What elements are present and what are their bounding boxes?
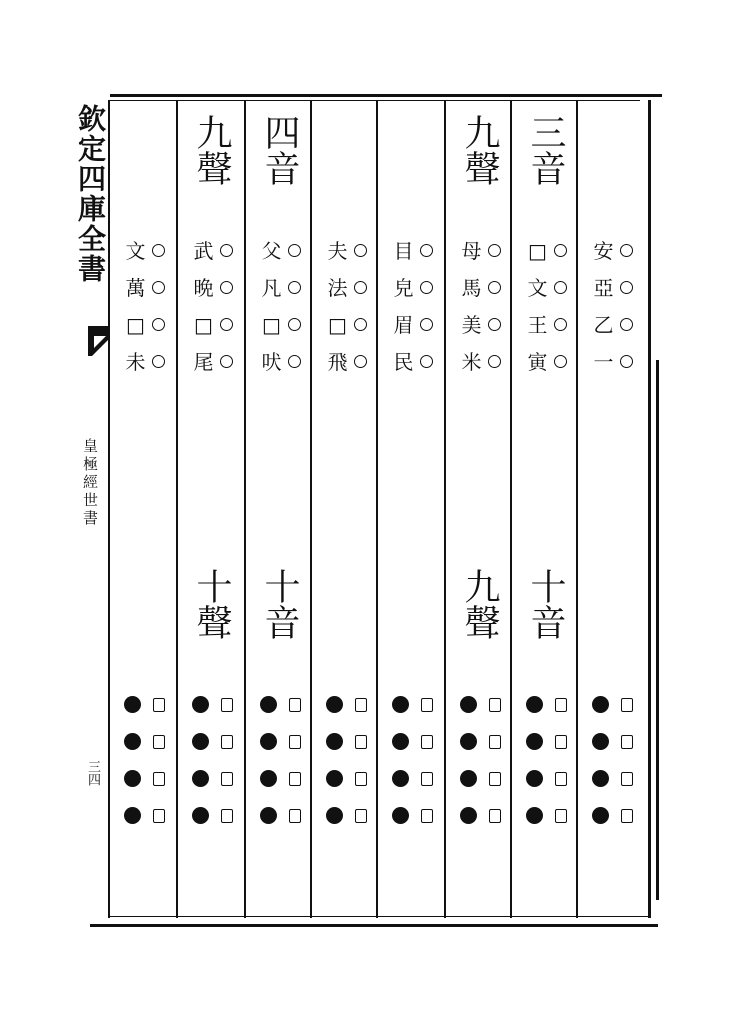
table-row [318,343,374,380]
table-row [384,269,440,306]
table-row [384,232,440,269]
empty-box-mark [489,735,501,749]
table-row [184,723,240,760]
open-circle-mark [488,281,501,294]
table-row [452,232,508,269]
open-circle-mark [620,318,633,331]
filled-circle-mark [592,733,609,750]
empty-box-mark [621,698,633,712]
right-border [648,100,651,918]
empty-box-mark [489,809,501,823]
open-circle-mark [554,318,567,331]
filled-circle-mark [326,696,343,713]
filled-circle-mark [124,733,141,750]
filled-circle-mark [392,770,409,787]
column-heading-bottom: 十音 [259,568,300,640]
table-row [452,686,508,723]
table-row [584,723,640,760]
filled-circle-mark [392,733,409,750]
open-circle-mark [554,244,567,257]
table-row [116,797,172,834]
table-row [116,269,172,306]
open-circle-mark [488,318,501,331]
empty-box-mark [153,772,165,786]
filled-circle-mark [260,770,277,787]
character-cell: 法 [327,275,348,300]
dot-list [518,686,574,834]
filled-circle-mark [592,807,609,824]
table-row [318,306,374,343]
character-cell: 凡 [261,275,282,300]
filled-circle-mark [192,696,209,713]
table-row [252,686,308,723]
character-cell: 一 [593,349,614,374]
table-row [184,269,240,306]
open-circle-mark [554,355,567,368]
table-row [584,343,640,380]
character-list [584,232,640,380]
open-circle-mark [152,281,165,294]
table-row [116,760,172,797]
table-row [252,797,308,834]
table-column [378,110,444,920]
empty-box-mark [153,809,165,823]
filled-circle-mark [124,696,141,713]
dot-list [384,686,440,834]
filled-circle-mark [460,807,477,824]
empty-box-mark [221,735,233,749]
character-cell: 文 [125,238,146,263]
dot-list [184,686,240,834]
table-row [452,723,508,760]
open-circle-mark [420,355,433,368]
table-row [116,343,172,380]
column-heading-top: 四音 [259,114,300,186]
empty-box-mark [621,809,633,823]
filled-circle-mark [192,807,209,824]
empty-box-mark [221,809,233,823]
empty-box-mark [355,809,367,823]
dot-list [452,686,508,834]
empty-box-mark [221,698,233,712]
character-cell: 尾 [193,349,214,374]
table-row [384,343,440,380]
table-row [452,797,508,834]
column-heading-bottom: 十音 [525,568,566,640]
character-cell: □ [126,312,145,337]
table-column [312,110,378,920]
open-circle-mark [488,355,501,368]
table-row [116,686,172,723]
table-row [452,760,508,797]
character-cell: □ [528,238,547,263]
table-row [518,686,574,723]
table-row [252,306,308,343]
open-circle-mark [354,281,367,294]
empty-box-mark [355,772,367,786]
table-row [252,760,308,797]
table-row [184,232,240,269]
column-heading-top: 三音 [525,114,566,186]
empty-box-mark [355,698,367,712]
character-cell: 安 [593,238,614,263]
character-cell: 乙 [593,312,614,337]
filled-circle-mark [326,770,343,787]
character-cell: 寅 [527,349,548,374]
table-row [252,343,308,380]
table-row [518,269,574,306]
right-border-outer [656,360,659,900]
fish-tail-mark [88,326,110,356]
open-circle-mark [620,244,633,257]
open-circle-mark [420,281,433,294]
table-row [318,269,374,306]
table-row [384,760,440,797]
spine-title: 欽定四庫全書 [74,104,107,284]
table-row [452,343,508,380]
character-cell: 米 [461,349,482,374]
table-row [584,306,640,343]
table-row [452,306,508,343]
open-circle-mark [220,355,233,368]
filled-circle-mark [392,696,409,713]
empty-box-mark [153,698,165,712]
table-row [518,797,574,834]
filled-circle-mark [526,733,543,750]
open-circle-mark [220,318,233,331]
character-cell: 吠 [261,349,282,374]
filled-circle-mark [326,733,343,750]
table-row [584,797,640,834]
bottom-border [90,924,658,927]
dot-list [584,686,640,834]
empty-box-mark [221,772,233,786]
filled-circle-mark [460,770,477,787]
empty-box-mark [355,735,367,749]
table-row [518,760,574,797]
filled-circle-mark [460,696,477,713]
empty-box-mark [555,735,567,749]
table-column [512,110,578,920]
filled-circle-mark [326,807,343,824]
table-row [318,723,374,760]
table-row [584,269,640,306]
filled-circle-mark [526,696,543,713]
table-row [318,760,374,797]
character-cell: 武 [193,238,214,263]
table-row [518,343,574,380]
table-column [246,110,312,920]
table-row [116,232,172,269]
table-row [518,306,574,343]
character-cell: 萬 [125,275,146,300]
filled-circle-mark [124,770,141,787]
table-row [384,797,440,834]
character-cell: 母 [461,238,482,263]
character-cell: 晩 [193,275,214,300]
filled-circle-mark [124,807,141,824]
character-cell: 父 [261,238,282,263]
table-row [252,269,308,306]
open-circle-mark [354,244,367,257]
character-list [452,232,508,380]
filled-circle-mark [260,696,277,713]
character-cell: 民 [393,349,414,374]
empty-box-mark [555,698,567,712]
table-row [116,306,172,343]
filled-circle-mark [192,733,209,750]
table-row [384,306,440,343]
spine-subtitle: 皇極經世書 [81,438,99,528]
character-cell: □ [194,312,213,337]
empty-box-mark [421,809,433,823]
empty-box-mark [555,772,567,786]
empty-box-mark [489,698,501,712]
table-row [252,232,308,269]
open-circle-mark [288,281,301,294]
open-circle-mark [288,355,301,368]
open-circle-mark [152,318,165,331]
open-circle-mark [620,281,633,294]
table-column [110,110,176,920]
character-cell: 未 [125,349,146,374]
table-row [184,797,240,834]
open-circle-mark [354,318,367,331]
empty-box-mark [153,735,165,749]
spine-page-number: 三四 [85,760,100,786]
table-row [384,686,440,723]
table-column [578,110,644,920]
filled-circle-mark [592,696,609,713]
character-cell: 夫 [327,238,348,263]
open-circle-mark [620,355,633,368]
table-row [116,723,172,760]
character-list [184,232,240,380]
filled-circle-mark [526,770,543,787]
open-circle-mark [554,281,567,294]
table-row [252,723,308,760]
open-circle-mark [288,318,301,331]
empty-box-mark [289,772,301,786]
character-cell: 馬 [461,275,482,300]
table-row [584,232,640,269]
table-row [318,797,374,834]
character-list [116,232,172,380]
character-cell: 目 [393,238,414,263]
filled-circle-mark [192,770,209,787]
filled-circle-mark [592,770,609,787]
character-cell: 美 [461,312,482,337]
empty-box-mark [421,698,433,712]
open-circle-mark [420,318,433,331]
filled-circle-mark [526,807,543,824]
column-heading-top: 九聲 [191,114,232,186]
empty-box-mark [489,772,501,786]
filled-circle-mark [392,807,409,824]
table-row [184,306,240,343]
character-list [252,232,308,380]
table-column [446,110,512,920]
character-cell: 飛 [327,349,348,374]
empty-box-mark [289,735,301,749]
character-cell: 文 [527,275,548,300]
table-row [318,686,374,723]
open-circle-mark [488,244,501,257]
open-circle-mark [220,244,233,257]
top-border-inner [110,100,640,101]
table-row [452,269,508,306]
table-row [518,723,574,760]
dot-list [116,686,172,834]
table-row [584,760,640,797]
empty-box-mark [289,698,301,712]
table-row [518,232,574,269]
filled-circle-mark [260,733,277,750]
character-list [318,232,374,380]
empty-box-mark [621,772,633,786]
empty-box-mark [289,809,301,823]
filled-circle-mark [260,807,277,824]
table-row [384,723,440,760]
open-circle-mark [420,244,433,257]
open-circle-mark [354,355,367,368]
dot-list [318,686,374,834]
open-circle-mark [288,244,301,257]
empty-box-mark [421,772,433,786]
character-cell: 皃 [393,275,414,300]
empty-box-mark [621,735,633,749]
character-cell: □ [328,312,347,337]
table-row [184,343,240,380]
open-circle-mark [152,244,165,257]
character-cell: 王 [527,312,548,337]
column-heading-bottom: 九聲 [459,568,500,640]
filled-circle-mark [460,733,477,750]
dot-list [252,686,308,834]
character-list [518,232,574,380]
empty-box-mark [555,809,567,823]
character-list [384,232,440,380]
column-heading-bottom: 十聲 [191,568,232,640]
character-cell: □ [262,312,281,337]
table-row [184,760,240,797]
table-row [584,686,640,723]
table-row [184,686,240,723]
open-circle-mark [220,281,233,294]
top-border [110,94,662,97]
table-row [318,232,374,269]
column-heading-top: 九聲 [459,114,500,186]
character-cell: 眉 [393,312,414,337]
table-column [178,110,244,920]
empty-box-mark [421,735,433,749]
open-circle-mark [152,355,165,368]
character-cell: 亞 [593,275,614,300]
